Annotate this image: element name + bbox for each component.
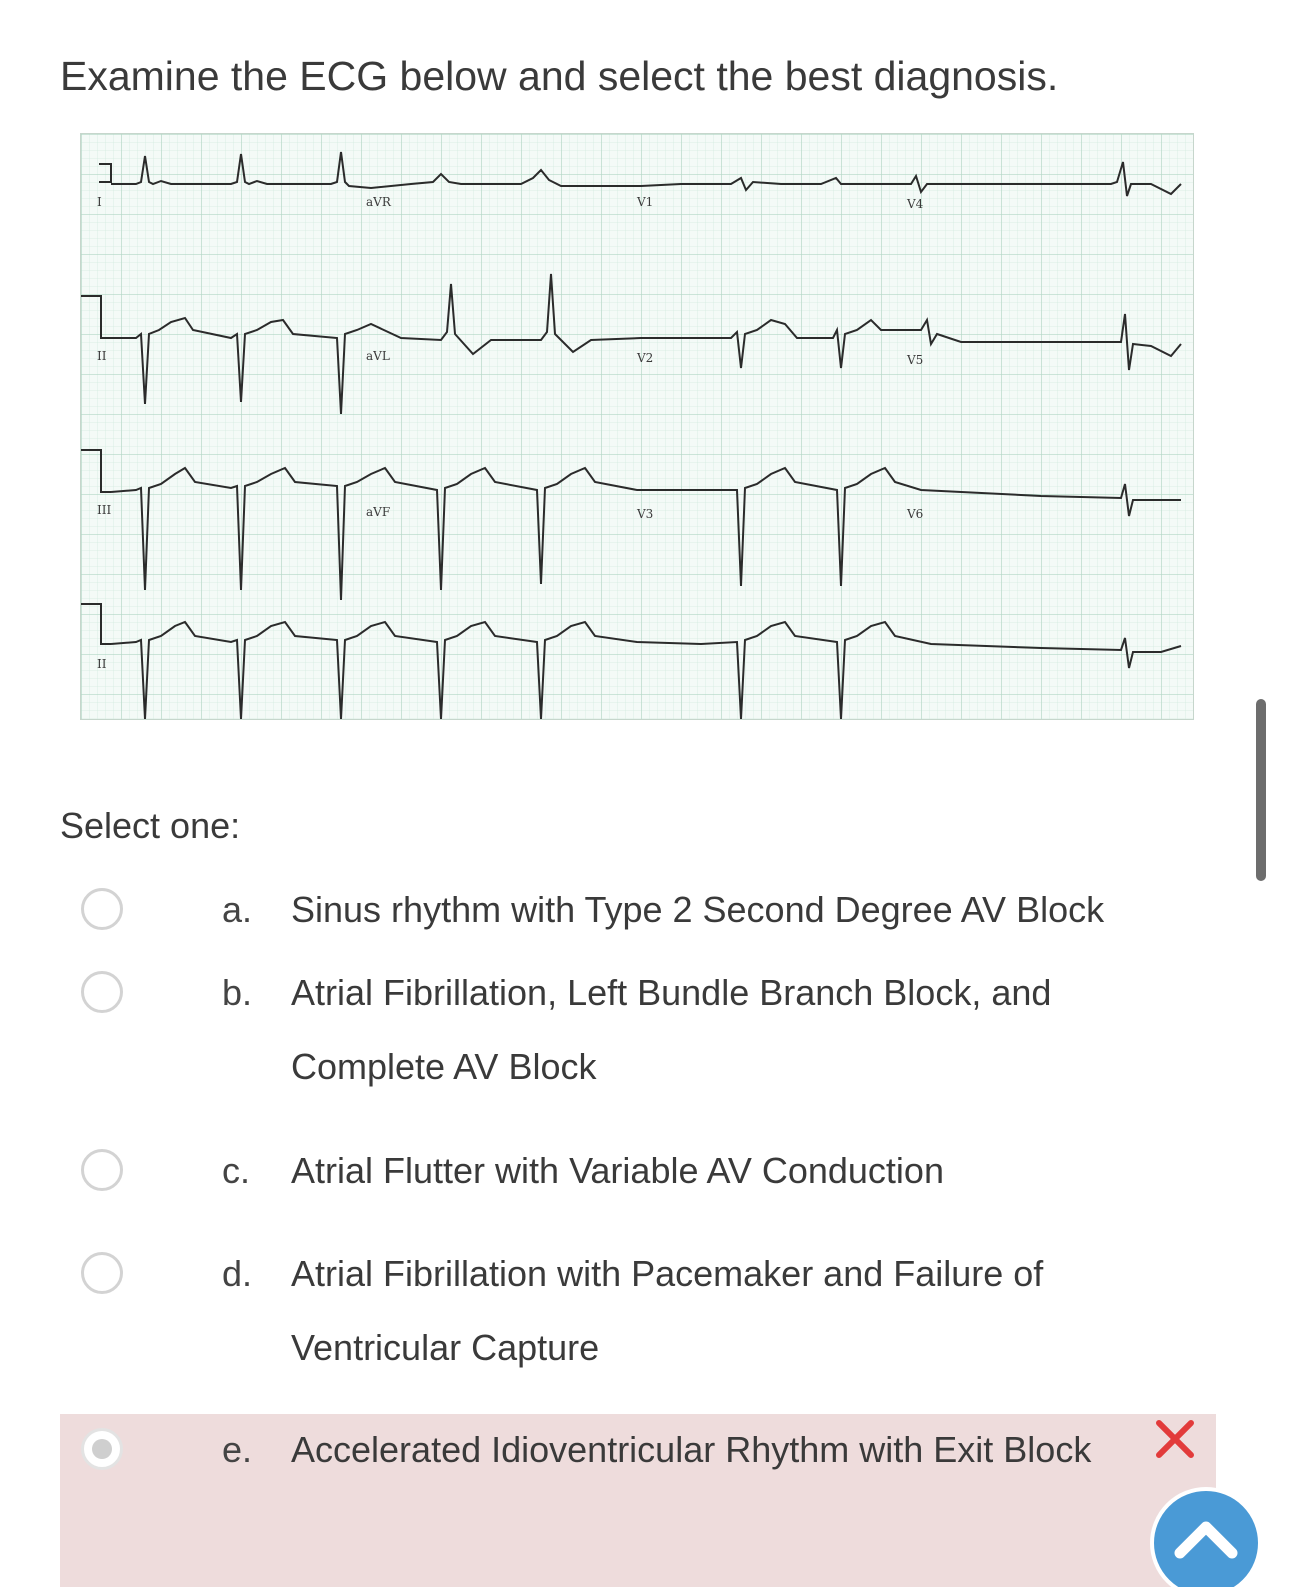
ecg-lead-label: V1 [637,195,654,209]
answer-option-a[interactable] [60,872,1216,948]
option-letter: a. [222,889,253,930]
ecg-lead-label: aVR [366,195,391,209]
ecg-lead-label: II [97,349,107,363]
x-icon [1154,1418,1196,1460]
radio-option-c[interactable] [81,1149,123,1191]
ecg-lead-label: V3 [637,507,654,521]
option-text: Accelerated Idioventricular Rhythm with Exit Block [291,1429,1092,1470]
option-text: Atrial Flutter with Variable AV Conduction [291,1150,944,1191]
select-one-label: Select one: [60,805,241,846]
scrollbar-thumb[interactable] [1256,699,1266,881]
option-letter: c. [222,1150,251,1191]
ecg-lead-label: V6 [907,507,924,521]
ecg-lead-label: V2 [637,351,654,365]
option-letter: b. [222,972,253,1013]
ecg-image [80,133,1194,720]
ecg-lead-label: aVL [366,349,390,363]
back-to-top-button[interactable] [1150,1487,1262,1587]
ecg-lead-label: V5 [907,353,924,367]
radio-option-e[interactable] [81,1428,123,1470]
answer-option-d[interactable] [60,1236,1216,1386]
radio-option-b[interactable] [81,971,123,1013]
radio-option-d[interactable] [81,1252,123,1294]
option-text: Atrial Fibrillation, Left Bundle Branch Block, and Complete AV Block [291,972,1052,1087]
chevron-up-icon [1154,1491,1258,1587]
answer-option-c[interactable] [60,1133,1216,1209]
ecg-lead-label: aVF [366,505,391,519]
answer-option-e[interactable] [60,1414,1216,1587]
option-text: Atrial Fibrillation with Pacemaker and Failure of Ventricular Capture [291,1253,1044,1368]
ecg-lead-label: I [97,195,102,209]
ecg-lead-label: II [97,657,107,671]
ecg-lead-label: III [97,503,112,517]
answer-option-b[interactable] [60,955,1216,1105]
ecg-lead-label: V4 [907,197,924,211]
option-text: Sinus rhythm with Type 2 Second Degree AV Block [291,889,1105,930]
question-text: Examine the ECG below and select the best diagnosis. [60,53,1059,99]
option-letter: d. [222,1253,253,1294]
radio-option-a[interactable] [81,888,123,930]
option-letter: e. [222,1429,253,1470]
